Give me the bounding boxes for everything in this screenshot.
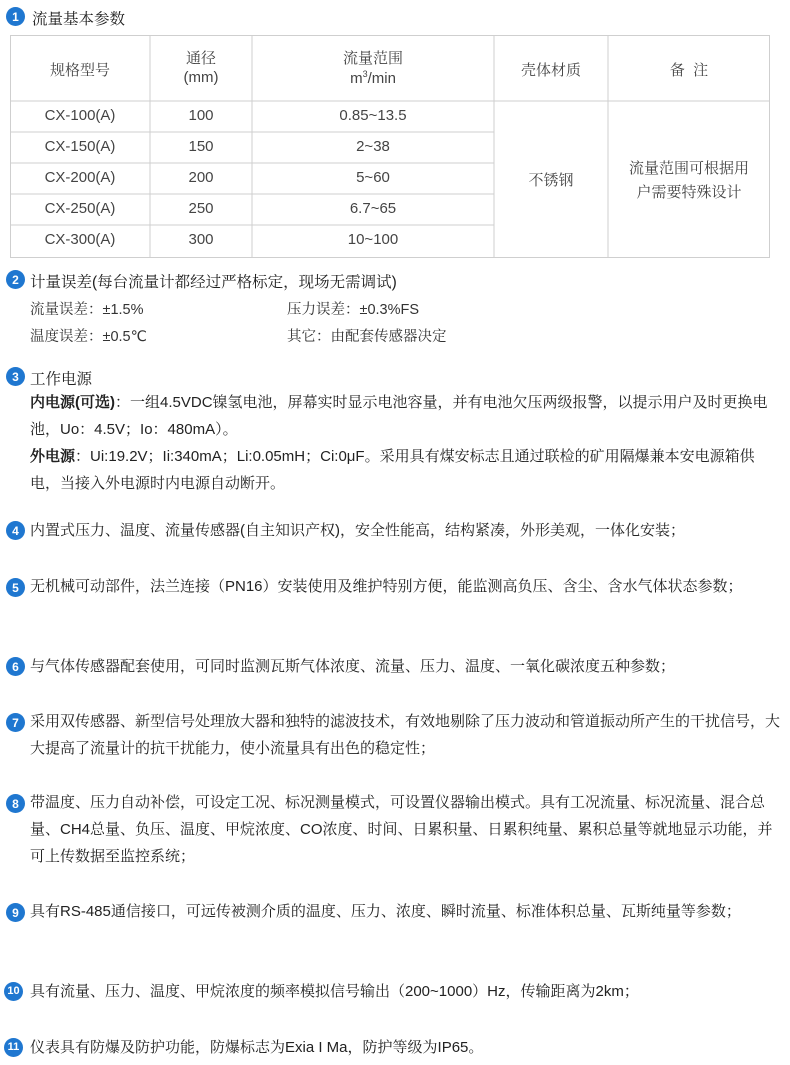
feature-9-number-badge: 9 — [6, 903, 25, 922]
flow-error: 流量误差：±1.5% — [30, 302, 144, 318]
internal-power-text: 内电源(可选)：一组4.5VDC镍氢电池，屏幕实时显示电池容量，并有电池欠压两级报警，以提示用户及时更换电池，Uo：4.5V；Io：480mA）。 — [30, 394, 768, 438]
table-row-3-range: 5~60 — [356, 169, 390, 186]
section-2-title: 计量误差(每台流量计都经过严格标定，现场无需调试) — [30, 274, 397, 291]
table-row-1-model: CX-100(A) — [44, 107, 116, 124]
remark-cell-line-1: 流量范围可根据用 — [628, 160, 749, 177]
header-range: 流量范围 — [342, 50, 403, 67]
feature-6-number-badge: 6 — [6, 657, 25, 676]
table-row-2-range: 2~38 — [356, 138, 390, 155]
table-row-1-range: 0.85~13.5 — [339, 107, 407, 124]
section-3-title: 工作电源 — [30, 371, 93, 388]
table-row-4-diameter: 250 — [188, 200, 214, 217]
internal-power-label: 内电源(可选) — [30, 394, 115, 411]
table-row-5-range: 10~100 — [347, 231, 399, 248]
table-row-1-diameter: 100 — [188, 107, 214, 124]
feature-9-text: 具有RS-485通信接口，可远传被测介质的温度、压力、浓度、瞬时流量、标准体积总量、瓦斯纯量等参数； — [30, 903, 741, 920]
header-model: 规格型号 — [49, 62, 110, 79]
flow-parameters-table — [10, 35, 770, 258]
table-row-3-diameter: 200 — [188, 169, 214, 186]
feature-8-number-badge: 8 — [6, 794, 25, 813]
table-row-2-diameter: 150 — [188, 138, 214, 155]
section-2-number-badge: 2 — [6, 270, 25, 289]
section-1-title: 流量基本参数 — [32, 11, 126, 28]
table-row-2-model: CX-150(A) — [44, 138, 116, 155]
external-power-text: 外电源：Ui:19.2V；Ii:340mA；Li:0.05mH；Ci:0μF。采用具有煤安标志且通过联检的矿用隔爆兼本安电源箱供电，当接入外电源时内电源自动断开。 — [30, 448, 755, 492]
feature-10-text: 具有流量、压力、温度、甲烷浓度的频率模拟信号输出（200~1000）Hz，传输距离为2km； — [30, 983, 639, 1000]
feature-11-number-badge: 11 — [4, 1038, 23, 1057]
feature-4-text: 内置式压力、温度、流量传感器(自主知识产权)，安全性能高，结构紧凑，外形美观，一体化安装； — [30, 522, 685, 539]
header-diameter-unit: (mm) — [183, 69, 219, 86]
section-3-number-badge: 3 — [6, 367, 25, 386]
header-range-unit: $m^3/\min$ — [350, 69, 396, 87]
table-row-4-model: CX-250(A) — [44, 200, 116, 217]
other-error: 其它：由配套传感器决定 — [287, 329, 447, 345]
feature-6-text: 与气体传感器配套使用，可同时监测瓦斯气体浓度、流量、压力、温度、一氧化碳浓度五种参数； — [30, 658, 676, 675]
table-row-4-range: 6.7~65 — [349, 200, 397, 217]
feature-7-number-badge: 7 — [6, 713, 25, 732]
header-material: 壳体材质 — [520, 62, 581, 79]
table-row-5-model: CX-300(A) — [44, 231, 116, 248]
temperature-error: 温度误差：±0.5℃ — [30, 329, 147, 345]
feature-7-text: 采用双传感器、新型信号处理放大器和独特的滤波技术，有效地剔除了压力波动和管道振动所产生的干扰信号，大大提高了流量计的抗干扰能力，使小流量具有出色的稳定性； — [30, 713, 781, 757]
feature-11-text: 仪表具有防爆及防护功能，防爆标志为Exia I Ma，防护等级为IP65。 — [30, 1039, 484, 1056]
table-row-3-model: CX-200(A) — [44, 169, 116, 186]
external-power-label: 外电源 — [30, 448, 76, 465]
feature-5-text: 无机械可动部件，法兰连接（PN16）安装使用及维护特别方便，能监测高负压、含尘、含水气体状态参数； — [30, 578, 743, 595]
feature-4-number-badge: 4 — [6, 521, 25, 540]
remark-cell-line-2: 户需要特殊设计 — [636, 184, 742, 201]
feature-5-number-badge: 5 — [6, 578, 25, 597]
pressure-error: 压力误差：±0.3%FS — [287, 302, 420, 318]
table-row-5-diameter: 300 — [188, 231, 214, 248]
material-cell: 不锈钢 — [528, 172, 574, 189]
header-diameter: 通径 — [185, 50, 216, 67]
section-1-number-badge: 1 — [6, 7, 25, 26]
feature-8-text: 带温度、压力自动补偿，可设定工况、标况测量模式，可设置仪器输出模式。具有工况流量、标况流量、混合总量、CH4总量、负压、温度、甲烷浓度、CO浓度、时间、日累积量、日累积纯量、累积总量等就地显示功能，并可上传数据至监控系统； — [30, 794, 773, 865]
header-remark: 备 注 — [669, 62, 709, 79]
feature-10-number-badge: 10 — [4, 982, 23, 1001]
